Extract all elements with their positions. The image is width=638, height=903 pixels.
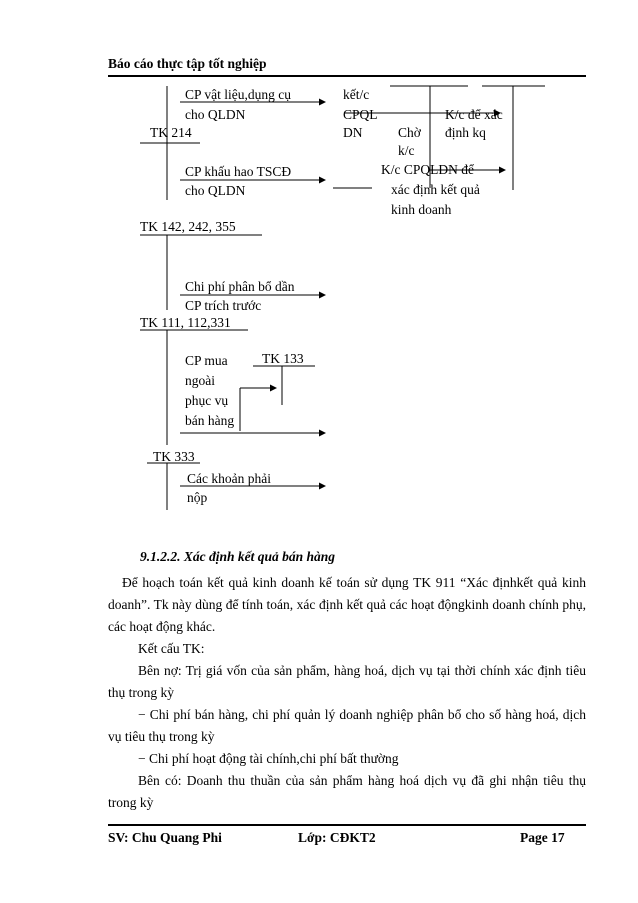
label-phan-bo-2: CP trích trước (185, 298, 262, 313)
header-title: Báo cáo thực tập tốt nghiệp (108, 56, 267, 71)
label-cho: Chờ (398, 125, 421, 140)
label-khoan-phai-1: Các khoản phải (187, 471, 271, 486)
label-cp-mua-2: ngoài (185, 373, 215, 388)
label-tk-111: TK 111, 112,331 (140, 315, 231, 330)
paragraph-chi-phi-ban-hang: − Chi phí bán hàng, chi phí quản lý doanh nghiệp phân bổ cho số hàng hoá, dịch vụ tiêu thụ trong kỳ (108, 707, 586, 744)
label-ketc-2: CPQL (343, 107, 378, 122)
label-cp-mua-4: bán hàng (185, 413, 235, 428)
label-kc: k/c (398, 143, 415, 158)
label-phan-bo-1: Chi phí phân bổ dần (185, 279, 295, 294)
label-tk-133: TK 133 (262, 351, 304, 366)
paragraph-intro: Để hoạch toán kết quả kinh doanh kế toán sử dụng TK 911 “Xác địnhkết quả kinh doanh”. Tk này dùng để tính toán, xác định kết quả các hoạt độngkinh doanh chính phụ, các hoạt động khác. (108, 575, 586, 634)
label-cp-mua-3: phục vụ (185, 393, 229, 408)
label-ketc-1: kết/c (343, 87, 370, 102)
paragraph-ket-cau: Kết cấu TK: (138, 641, 205, 656)
footer-student: SV: Chu Quang Phi (108, 830, 222, 845)
label-kc-cpqldn-3: kinh doanh (391, 202, 452, 217)
label-khoan-phai-2: nộp (187, 490, 208, 505)
label-kc-cpqldn-1: K/c CPQLDN để (381, 162, 474, 177)
label-tk-333: TK 333 (153, 449, 195, 464)
footer-rule (108, 824, 586, 826)
label-tk-142: TK 142, 242, 355 (140, 219, 236, 234)
label-cp-mua-1: CP mua (185, 353, 228, 368)
paragraph-ben-co: Bên có: Doanh thu thuần của sản phẩm hàng hoá dịch vụ đã ghi nhận tiêu thụ trong kỳ (108, 773, 586, 810)
section-heading: 9.1.2.2. Xác định kết quả bán hàng (140, 549, 336, 564)
footer-class: Lớp: CĐKT2 (298, 830, 376, 845)
paragraph-ben-no: Bên nợ: Trị giá vốn của sản phẩm, hàng hoá, dịch vụ tại thời chính xác định tiêu thụ trong kỳ (108, 663, 586, 700)
label-kc-xac-2: định kq (445, 125, 486, 140)
label-kc-cpqldn-2: xác định kết quả (391, 182, 480, 197)
footer-page-number: Page 17 (520, 830, 565, 845)
label-cp-khau-hao-1: CP khấu hao TSCĐ (185, 164, 292, 179)
label-cp-vat-lieu-2: cho QLDN (185, 107, 246, 122)
label-cp-khau-hao-2: cho QLDN (185, 183, 246, 198)
label-tk-214: TK 214 (150, 125, 192, 140)
label-kc-xac-1: K/c để xác (445, 107, 503, 122)
label-cp-vat-lieu-1: CP vật liệu,dụng cụ (185, 87, 291, 102)
paragraph-chi-phi-tai-chinh: − Chi phí hoạt động tài chính,chi phí bất thường (138, 751, 399, 766)
label-ketc-3: DN (343, 125, 363, 140)
